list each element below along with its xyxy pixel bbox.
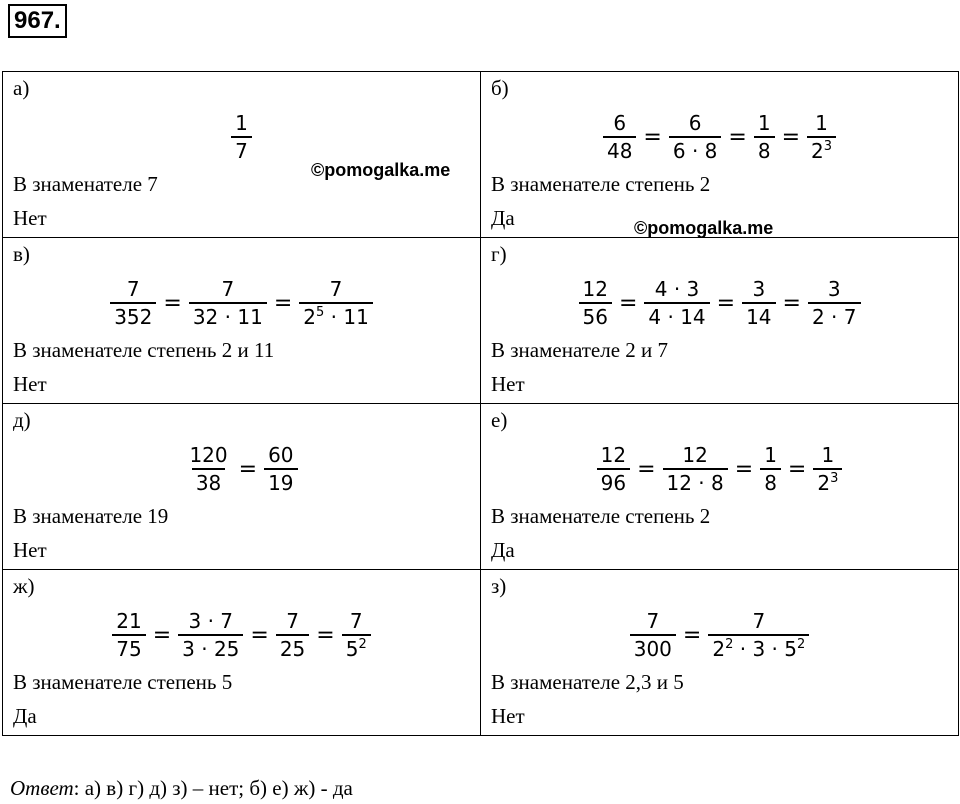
table-cell: [3, 238, 481, 404]
denominator: $2^5 \cdot 11$: [299, 302, 373, 330]
denominator: $2^3$: [807, 136, 836, 164]
denominator: $2^3$: [813, 468, 842, 496]
equals-sign: =: [250, 622, 269, 648]
denominator: 8: [754, 136, 775, 164]
fraction: [754, 110, 775, 164]
cell-label: в): [13, 242, 30, 266]
verdict: Да: [491, 206, 515, 230]
denominator: $2^2 \cdot 3 \cdot 5^2$: [708, 634, 809, 662]
numerator: 3: [827, 277, 841, 301]
fraction: [299, 276, 373, 330]
fraction: [264, 442, 297, 496]
denominator: 75: [112, 634, 145, 662]
fraction: [807, 110, 836, 164]
fraction-expression: [481, 272, 958, 334]
denominator: 6 · 8: [669, 136, 722, 164]
numerator: 6: [613, 111, 627, 135]
fraction: [276, 608, 309, 662]
equals-sign: =: [163, 290, 182, 316]
denominator-note: В знаменателе 7: [13, 172, 158, 196]
denominator-note: В знаменателе степень 5: [13, 670, 233, 694]
fraction: [110, 276, 156, 330]
table-cell: [3, 404, 481, 570]
equals-sign: =: [734, 456, 754, 482]
denominator-note: В знаменателе степень 2: [491, 172, 711, 196]
problem-number: 967.: [8, 4, 67, 38]
fraction-expression: [481, 438, 958, 500]
fraction: [189, 276, 267, 330]
cell-label: е): [491, 408, 508, 432]
fraction-expression: [3, 438, 480, 500]
numerator: 120: [189, 443, 228, 467]
equals-sign: =: [716, 290, 736, 316]
equals-sign: =: [637, 456, 656, 482]
fraction-expression: [481, 604, 958, 666]
denominator: 25: [276, 634, 309, 662]
equals-sign: =: [618, 290, 638, 316]
verdict: Нет: [491, 704, 525, 728]
denominator: 96: [597, 468, 630, 496]
numerator: 1: [235, 111, 248, 135]
equals-sign: =: [273, 290, 293, 316]
denominator: 2 · 7: [808, 302, 861, 330]
fraction-expression: [481, 106, 958, 168]
denominator-note: В знаменателе степень 2: [491, 504, 711, 528]
watermark: ©pomogalka.me: [634, 218, 774, 238]
verdict: Нет: [491, 372, 525, 396]
fraction: [231, 110, 252, 164]
answer-line: [10, 776, 353, 801]
table-cell: [481, 404, 959, 570]
numerator: 7: [752, 609, 766, 633]
fraction: [663, 442, 728, 496]
numerator: 12: [582, 277, 608, 301]
denominator-note: В знаменателе 2 и 7: [491, 338, 669, 362]
denominator: 352: [110, 302, 156, 330]
fraction: [579, 276, 612, 330]
denominator: 32 · 11: [189, 302, 267, 330]
denominator: 56: [579, 302, 612, 330]
numerator: 7: [349, 609, 363, 633]
table-cell: [3, 72, 481, 238]
numerator: 1: [821, 443, 835, 467]
cell-label: г): [491, 242, 507, 266]
equals-sign: =: [682, 622, 702, 648]
denominator: 8: [760, 468, 781, 496]
equals-sign: =: [152, 622, 172, 648]
fraction: [742, 276, 775, 330]
fraction: [644, 276, 709, 330]
cell-label: а): [13, 76, 30, 100]
denominator: 3 · 25: [178, 634, 243, 662]
fraction-expression: [3, 272, 480, 334]
numerator: 7: [221, 277, 235, 301]
numerator: 3 · 7: [188, 609, 234, 633]
equals-sign: =: [643, 124, 662, 150]
denominator: 300: [630, 634, 676, 662]
equals-sign: =: [238, 456, 258, 482]
numerator: 7: [329, 277, 343, 301]
equals-sign: =: [781, 124, 800, 150]
numerator: 4 · 3: [654, 277, 700, 301]
cell-label: д): [13, 408, 31, 432]
numerator: 1: [757, 111, 771, 135]
solution-table: [2, 71, 959, 736]
watermark: ©pomogalka.me: [311, 160, 451, 180]
cell-label: б): [491, 76, 509, 100]
verdict: Да: [13, 704, 37, 728]
fraction: [603, 110, 636, 164]
fraction: [760, 442, 781, 496]
denominator: 19: [264, 468, 297, 496]
verdict: Да: [491, 538, 515, 562]
numerator: 12: [600, 443, 627, 467]
verdict: Нет: [13, 206, 47, 230]
cell-label: ж): [13, 574, 35, 598]
denominator-note: В знаменателе 19: [13, 504, 169, 528]
fraction-expression: [3, 106, 480, 168]
denominator: 4 · 14: [644, 302, 709, 330]
fraction-expression: [3, 604, 480, 666]
denominator-note: В знаменателе 2,3 и 5: [491, 670, 684, 694]
equals-sign: =: [728, 124, 747, 150]
equals-sign: =: [782, 290, 801, 316]
numerator: 7: [126, 277, 140, 301]
numerator: 7: [646, 609, 660, 633]
denominator: 14: [742, 302, 775, 330]
fraction: [808, 276, 861, 330]
numerator: 60: [268, 443, 294, 467]
fraction: [813, 442, 842, 496]
verdict: Нет: [13, 372, 47, 396]
verdict: Нет: [13, 538, 47, 562]
fraction: [597, 442, 630, 496]
fraction: [342, 608, 371, 662]
numerator: 1: [764, 443, 777, 467]
equals-sign: =: [787, 456, 807, 482]
table-cell: [3, 570, 481, 736]
numerator: 1: [815, 111, 828, 135]
denominator: $5^2$: [342, 634, 371, 662]
denominator: 48: [603, 136, 636, 164]
denominator-note: В знаменателе степень 2 и 11: [13, 338, 275, 362]
table-cell: [481, 570, 959, 736]
numerator: 6: [688, 111, 702, 135]
answer-lead: Ответ: [10, 776, 74, 800]
fraction: [185, 442, 231, 496]
numerator: 12: [682, 443, 708, 467]
fraction: [178, 608, 243, 662]
denominator: 7: [231, 136, 252, 164]
cell-label: з): [491, 574, 507, 598]
answer-text: : а) в) г) д) з) – нет; б) е) ж) - да: [73, 776, 353, 800]
table-cell: [481, 72, 959, 238]
numerator: 7: [286, 609, 299, 633]
denominator: 12 · 8: [663, 468, 728, 496]
fraction: [630, 608, 676, 662]
fraction: [708, 608, 809, 662]
fraction: [112, 608, 145, 662]
numerator: 3: [752, 277, 766, 301]
fraction: [669, 110, 722, 164]
denominator: 38: [192, 468, 225, 496]
numerator: 21: [116, 609, 142, 633]
equals-sign: =: [316, 622, 335, 648]
table-cell: [481, 238, 959, 404]
